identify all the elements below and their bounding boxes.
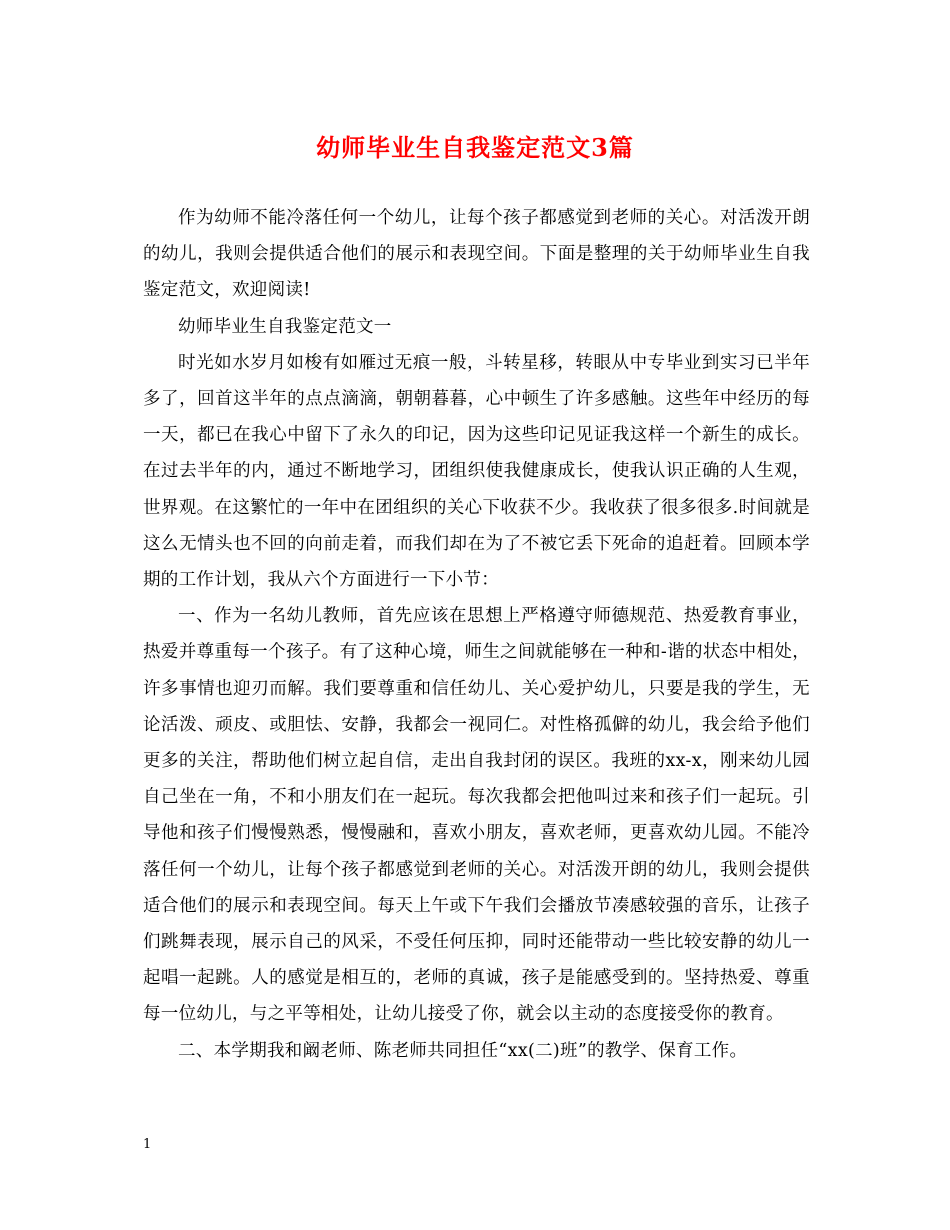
body-paragraph: 时光如水岁月如梭有如雁过无痕一般，斗转星移，转眼从中专毕业到实习已半年多了，回首这半年的点点滴滴，朝朝暮暮，心中顿生了许多感触。这些年中经历的每一天，都已在我心中留下了永久的印记，因为这些印记见证我这样一个新生的成长。在过去半年的内，通过不断地学习，团组织使我健康成长，使我认识正确的人生观，世界观。在这繁忙的一年中在团组织的关心下收获不少。我收获了很多很多.时间就是这么无情头也不回的向前走着，而我们却在为了不被它丢下死命的追赶着。回顾本学期的工作计划，我从六个方面进行一下小节： — [143, 352, 810, 591]
intro-paragraph: 作为幼师不能冷落任何一个幼儿，让每个孩子都感觉到老师的关心。对活泼开朗的幼儿，我则会提供适合他们的展示和表现空间。下面是整理的关于幼师毕业生自我鉴定范文，欢迎阅读! — [143, 208, 810, 301]
document-body — [143, 200, 810, 1069]
document-title: 幼师毕业生自我鉴定范文3篇 — [316, 133, 634, 162]
body-paragraph: 一、作为一名幼儿教师，首先应该在思想上严格遵守师德规范、热爱教育事业，热爱并尊重每一个孩子。有了这种心境，师生之间就能够在一种和-谐的状态中相处，许多事情也迎刃而解。我们要尊重和信任幼儿、关心爱护幼儿，只要是我的学生，无论活泼、顽皮、或胆怯、安静，我都会一视同仁。对性格孤僻的幼儿，我会给予他们更多的关注，帮助他们树立起自信，走出自我封闭的误区。我班的xx-x，刚来幼儿园自己坐在一角，不和小朋友们在一起玩。每次我都会把他叫过来和孩子们一起玩。引导他和孩子们慢慢熟悉，慢慢融和，喜欢小朋友，喜欢老师，更喜欢幼儿园。不能冷落任何一个幼儿，让每个孩子都感觉到老师的关心。对活泼开朗的幼儿，我则会提供适合他们的展示和表现空间。每天上午或下午我们会播放节凑感较强的音乐，让孩子们跳舞表现，展示自己的风采，不受任何压抑，同时还能带动一些比较安静的幼儿一起唱一起跳。人的感觉是相互的，老师的真诚，孩子是能感受到的。坚持热爱、尊重每一位幼儿，与之平等相处，让幼儿接受了你，就会以主动的态度接受你的教育。 — [143, 606, 810, 1025]
page-number: 1 — [143, 1137, 152, 1152]
section-heading: 幼师毕业生自我鉴定范文一 — [178, 316, 392, 337]
body-paragraph: 二、本学期我和阚老师、陈老师共同担任“xx(二)班”的教学、保育工作。 — [178, 1040, 748, 1061]
